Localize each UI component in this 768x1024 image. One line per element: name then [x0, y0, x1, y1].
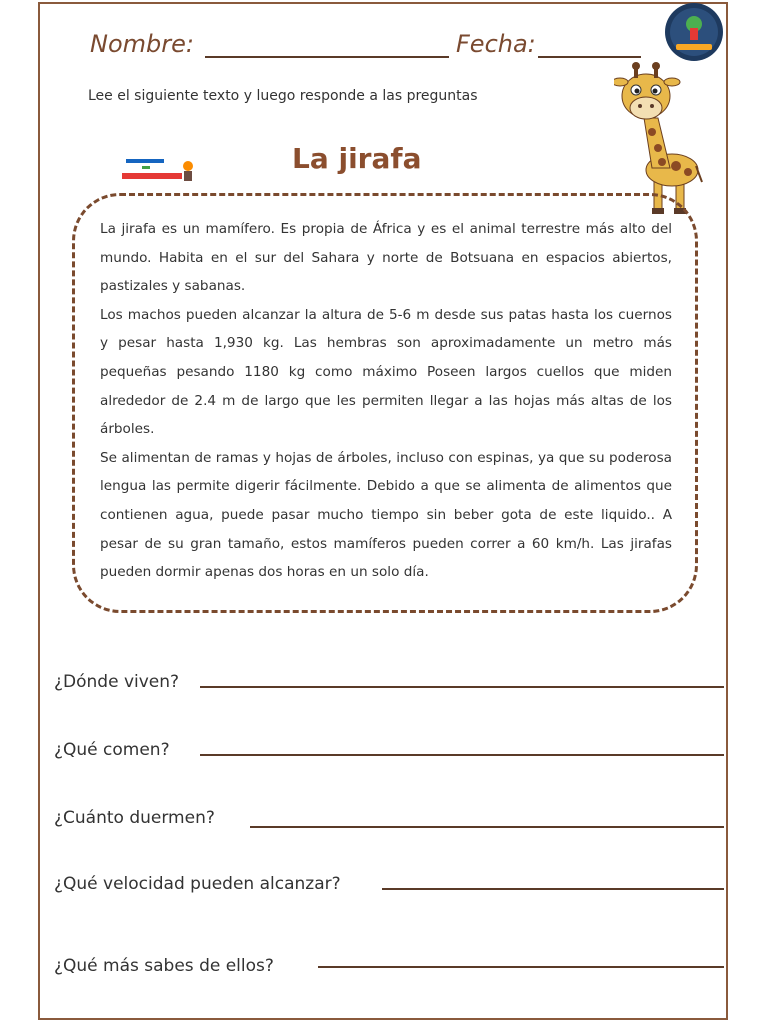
question-5: ¿Qué más sabes de ellos? — [54, 956, 274, 976]
answer-line-4[interactable] — [382, 888, 724, 890]
passage-paragraph-1: La jirafa es un mamífero. Es propia de África y es el animal terrestre más alto del mundo. Habita en el sur del Sahara y norte de Botsuana en espacios abiertos, pastizales y sabanas. — [100, 221, 672, 295]
name-label: Nombre: — [90, 30, 194, 58]
question-1: ¿Dónde viven? — [54, 672, 180, 692]
passage-text — [100, 215, 672, 587]
page-title: La jirafa — [292, 142, 422, 175]
answer-line-2[interactable] — [200, 754, 724, 756]
activities-logo-icon — [120, 156, 196, 184]
instructions-text: Lee el siguiente texto y luego responde a las preguntas — [88, 88, 478, 104]
date-label: Fecha: — [456, 30, 536, 58]
answer-line-1[interactable] — [200, 686, 724, 688]
name-answer-line[interactable] — [205, 56, 449, 58]
question-2: ¿Qué comen? — [54, 740, 170, 760]
question-3: ¿Cuánto duermen? — [54, 808, 215, 828]
answer-line-5[interactable] — [318, 966, 724, 968]
passage-paragraph-2: Los machos pueden alcanzar la altura de 5-6 m desde sus patas hasta los cuernos y pesar hasta 1,930 kg. Las hembras son aproximadamente un metro más pequeñas pesando 1180 kg como máximo Poseen largos cuellos que miden alrededor de 2.4 m de largo que les permiten llegar a las hojas más altas de los árboles. — [100, 306, 672, 438]
passage-paragraph-3: Se alimentan de ramas y hojas de árboles, incluso con espinas, ya que su poderosa lengua las permite digerir fácilmente. Debido a que se alimenta de alimentos que contienen agua, puede pasar mucho tiempo sin beber gota de este liquido.. A pesar de su gran tamaño, estos mamíferos pueden correr a 60 km/h. Las jirafas pueden dormir apenas dos horas en un solo día. — [100, 449, 672, 581]
question-4: ¿Qué velocidad pueden alcanzar? — [54, 874, 341, 894]
brand-badge-icon — [664, 2, 724, 62]
answer-line-3[interactable] — [250, 826, 724, 828]
